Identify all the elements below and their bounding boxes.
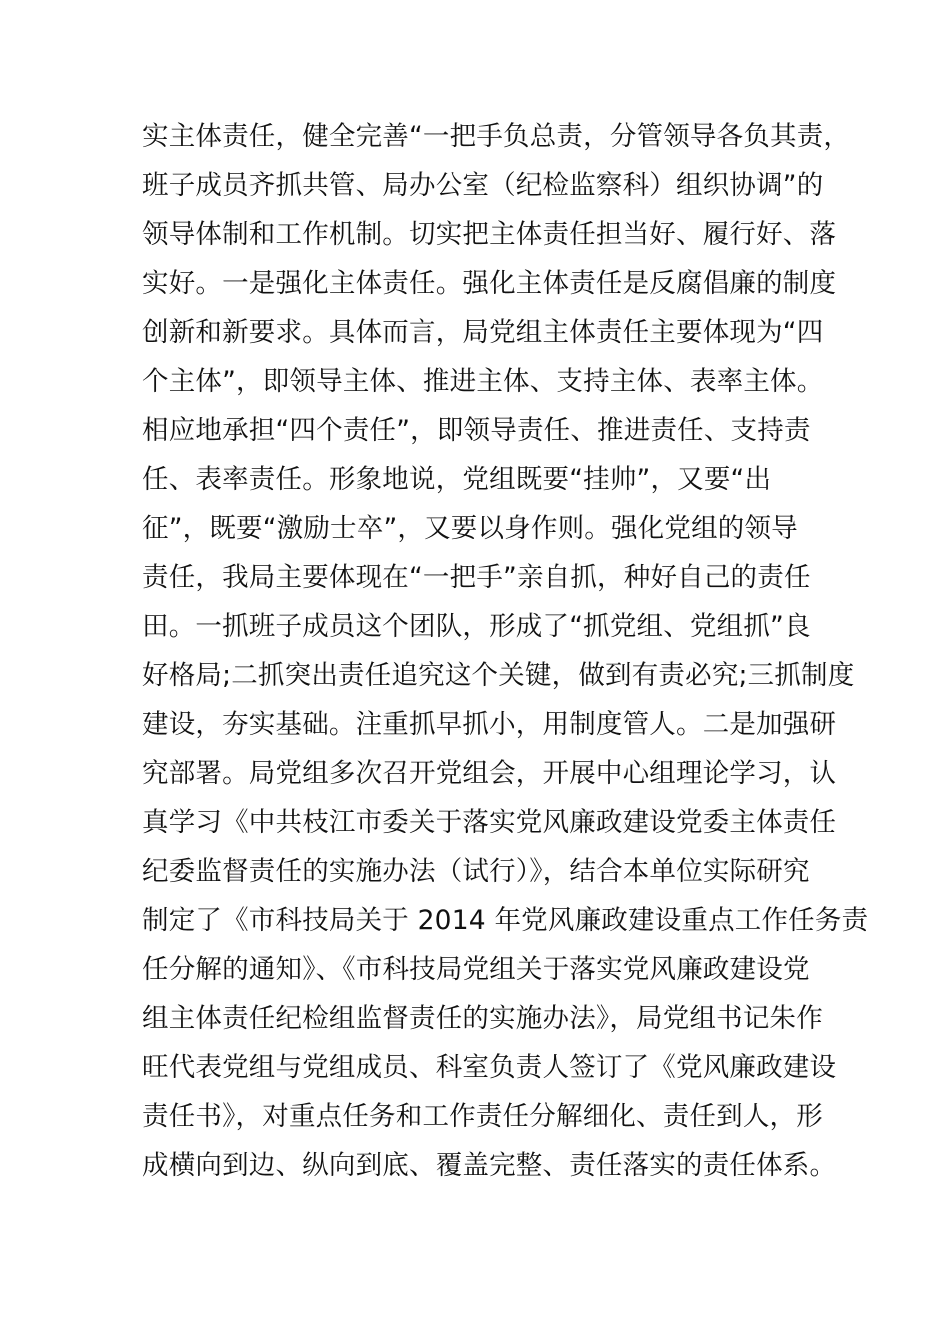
text-line: 纪委监督责任的实施办法（试行）》，结合本单位实际研究 [142, 856, 810, 887]
text-line: 责任书》，对重点任务和工作责任分解细化、责任到人，形 [142, 1101, 823, 1132]
text-line: 相应地承担“四个责任”，即领导责任、推进责任、支持责 [142, 415, 811, 446]
text-line: 领导体制和工作机制。切实把主体责任担当好、履行好、落 [142, 219, 837, 250]
text-line: 田。一抓班子成员这个团队，形成了“抓党组、党组抓”良 [142, 611, 811, 642]
text-line: 个主体”，即领导主体、推进主体、支持主体、表率主体。 [142, 366, 824, 397]
text-line: 好格局;二抓突出责任追究这个关键，做到有责必究;三抓制度 [142, 660, 855, 691]
text-line: 成横向到边、纵向到底、覆盖完整、责任落实的责任体系。 [142, 1150, 837, 1181]
text-line: 实好。一是强化主体责任。强化主体责任是反腐倡廉的制度 [142, 268, 837, 299]
body-paragraph [142, 112, 869, 1190]
text-line: 任分解的通知》、《市科技局党组关于落实党风廉政建设党 [142, 954, 810, 985]
text-line: 责任，我局主要体现在“一把手”亲自抓，种好自己的责任 [142, 562, 811, 593]
text-line: 任、表率责任。形象地说，党组既要“挂帅”，又要“出 [142, 464, 772, 495]
text-line: 实主体责任，健全完善“一把手负总责，分管领导各负其责， [142, 121, 851, 152]
text-line: 组主体责任纪检组监督责任的实施办法》，局党组书记朱作 [142, 1003, 823, 1034]
text-line: 班子成员齐抓共管、局办公室（纪检监察科）组织协调”的 [142, 170, 824, 201]
text-line: 旺代表党组与党组成员、科室负责人签订了《党风廉政建设 [142, 1052, 837, 1083]
text-line: 真学习《中共枝江市委关于落实党风廉政建设党委主体责任 [142, 807, 837, 838]
text-line: 创新和新要求。具体而言，局党组主体责任主要体现为“四 [142, 317, 824, 348]
text-line: 建设，夯实基础。注重抓早抓小，用制度管人。二是加强研 [142, 709, 837, 740]
text-line: 究部署。局党组多次召开党组会，开展中心组理论学习，认 [142, 758, 837, 789]
text-line: 制定了《市科技局关于 2014 年党风廉政建设重点工作任务责 [142, 905, 869, 936]
text-line: 征”，既要“激励士卒”，又要以身作则。强化党组的领导 [142, 513, 798, 544]
